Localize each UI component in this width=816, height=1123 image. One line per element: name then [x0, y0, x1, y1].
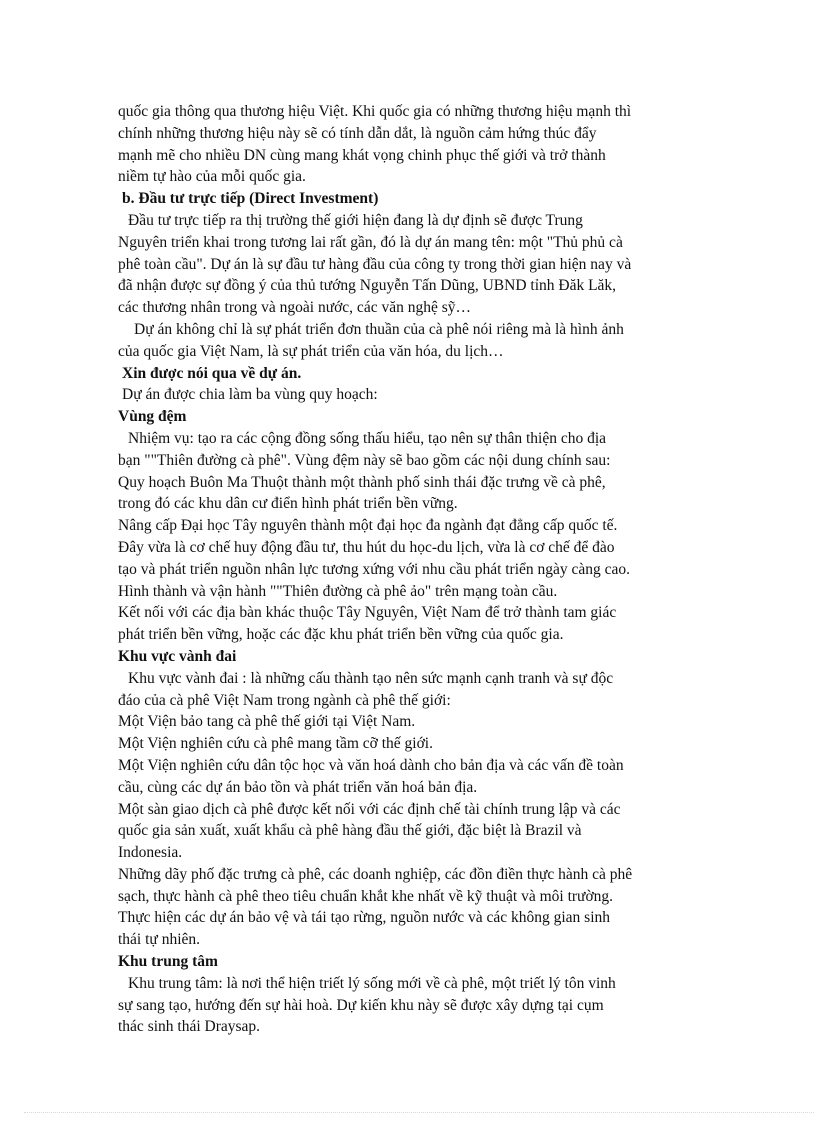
document-body	[118, 101, 708, 1038]
text-line: Nhiệm vụ: tạo ra các cộng đồng sống thấu hiểu, tạo nên sự thân thiện cho địa	[128, 429, 607, 447]
text-line: Một Viện bảo tang cà phê thế giới tại Việt Nam.	[118, 713, 416, 731]
text-line: Hình thành và vận hành ""Thiên đường cà phê ảo" trên mạng toàn cầu.	[118, 582, 558, 600]
text-line: Indonesia.	[118, 844, 183, 862]
text-line: quốc gia sản xuất, xuất khẩu cà phê hàng đầu thế giới, đặc biệt là Brazil và	[118, 822, 582, 840]
text-line: Khu vực vành đai : là những cấu thành tạo nên sức mạnh cạnh tranh và sự độc	[128, 669, 614, 687]
text-line: trong đó các khu dân cư điển hình phát triển bền vững.	[118, 495, 458, 513]
page-bottom-divider	[24, 1112, 814, 1113]
text-line: Một Viện nghiên cứu dân tộc học và văn hoá dành cho bản địa và các vấn đề toàn	[118, 756, 624, 774]
text-line: Khu trung tâm: là nơi thể hiện triết lý sống mới về cà phê, một triết lý tôn vinh	[128, 974, 616, 992]
section-heading: Xin được nói qua về dự án.	[122, 364, 302, 382]
text-line: tạo và phát triển nguồn nhân lực tương xứng với nhu cầu phát triển ngày càng cao.	[118, 560, 631, 578]
text-line: mạnh mẽ cho nhiều DN cùng mang khát vọng chinh phục thế giới và trở thành	[118, 146, 606, 164]
text-line: phát triển bền vững, hoặc các đặc khu phát triển bền vững của quốc gia.	[118, 626, 564, 644]
text-line: niềm tự hào của mỗi quốc gia.	[118, 168, 306, 186]
text-line: Thực hiện các dự án bảo vệ và tái tạo rừng, nguồn nước và các không gian sinh	[118, 909, 611, 927]
section-heading: Khu vực vành đai	[118, 647, 237, 665]
text-line: đã nhận được sự đồng ý của thủ tướng Nguyễn Tấn Dũng, UBND tỉnh Đăk Lăk,	[118, 277, 617, 295]
text-line: quốc gia thông qua thương hiệu Việt. Khi quốc gia có những thương hiệu mạnh thì	[118, 103, 632, 120]
text-line: Đây vừa là cơ chế huy động đầu tư, thu hút du học-du lịch, vừa là cơ chế để đào	[118, 538, 615, 556]
section-heading: Vùng đệm	[118, 408, 187, 426]
text-line: Kết nối với các địa bàn khác thuộc Tây Nguyên, Việt Nam để trở thành tam giác	[118, 604, 617, 622]
text-line: Đầu tư trực tiếp ra thị trường thế giới hiện đang là dự định sẽ được Trung	[128, 211, 583, 229]
text-line: thái tự nhiên.	[118, 931, 201, 949]
text-line: chính những thương hiệu này sẽ có tính dẫn dắt, là nguồn cảm hứng thúc đẩy	[118, 124, 597, 142]
text-line: Một Viện nghiên cứu cà phê mang tầm cỡ thế giới.	[118, 735, 433, 753]
text-line: Nâng cấp Đại học Tây nguyên thành một đại học đa ngành đạt đẳng cấp quốc tế.	[118, 517, 618, 535]
section-heading: b. Đầu tư trực tiếp (Direct Investment)	[122, 190, 379, 208]
text-line: phê toàn cầu". Dự án là sự đầu tư hàng đầu của công ty trong thời gian hiện nay và	[118, 255, 632, 273]
text-line: sự sang tạo, hướng đến sự hài hoà. Dự kiến khu này sẽ được xây dựng tại cụm	[118, 996, 604, 1014]
text-line: bạn ""Thiên đường cà phê". Vùng đệm này sẽ bao gồm các nội dung chính sau:	[118, 451, 611, 469]
text-line: của quốc gia Việt Nam, là sự phát triển của văn hóa, du lịch…	[118, 342, 504, 360]
text-line: đáo của cà phê Việt Nam trong ngành cà phê thế giới:	[118, 691, 451, 709]
text-line: Nguyên triển khai trong tương lai rất gần, đó là dự án mang tên: một "Thủ phủ cà	[118, 233, 623, 251]
text-line: các thương nhân trong và ngoài nước, các văn nghệ sỹ…	[118, 299, 471, 317]
text-line: cầu, cùng các dự án bảo tồn và phát triển văn hoá bản địa.	[118, 778, 478, 796]
text-line: Một sàn giao dịch cà phê được kết nối với các định chế tài chính trung lập và các	[118, 800, 621, 818]
text-line: Dự án không chỉ là sự phát triển đơn thuần của cà phê nói riêng mà là hình ảnh	[134, 320, 624, 338]
text-line: Quy hoạch Buôn Ma Thuột thành một thành phố sinh thái đặc trưng về cà phê,	[118, 473, 606, 491]
section-heading: Khu trung tâm	[118, 953, 218, 971]
text-line: sạch, thực hành cà phê theo tiêu chuẩn khắt khe nhất về kỹ thuật và môi trường.	[118, 887, 614, 905]
text-line: Những dãy phố đặc trưng cà phê, các doanh nghiệp, các đồn điền thực hành cà phê	[118, 865, 633, 883]
text-line: thác sinh thái Draysap.	[118, 1018, 261, 1036]
text-line: Dự án được chia làm ba vùng quy hoạch:	[122, 386, 378, 404]
